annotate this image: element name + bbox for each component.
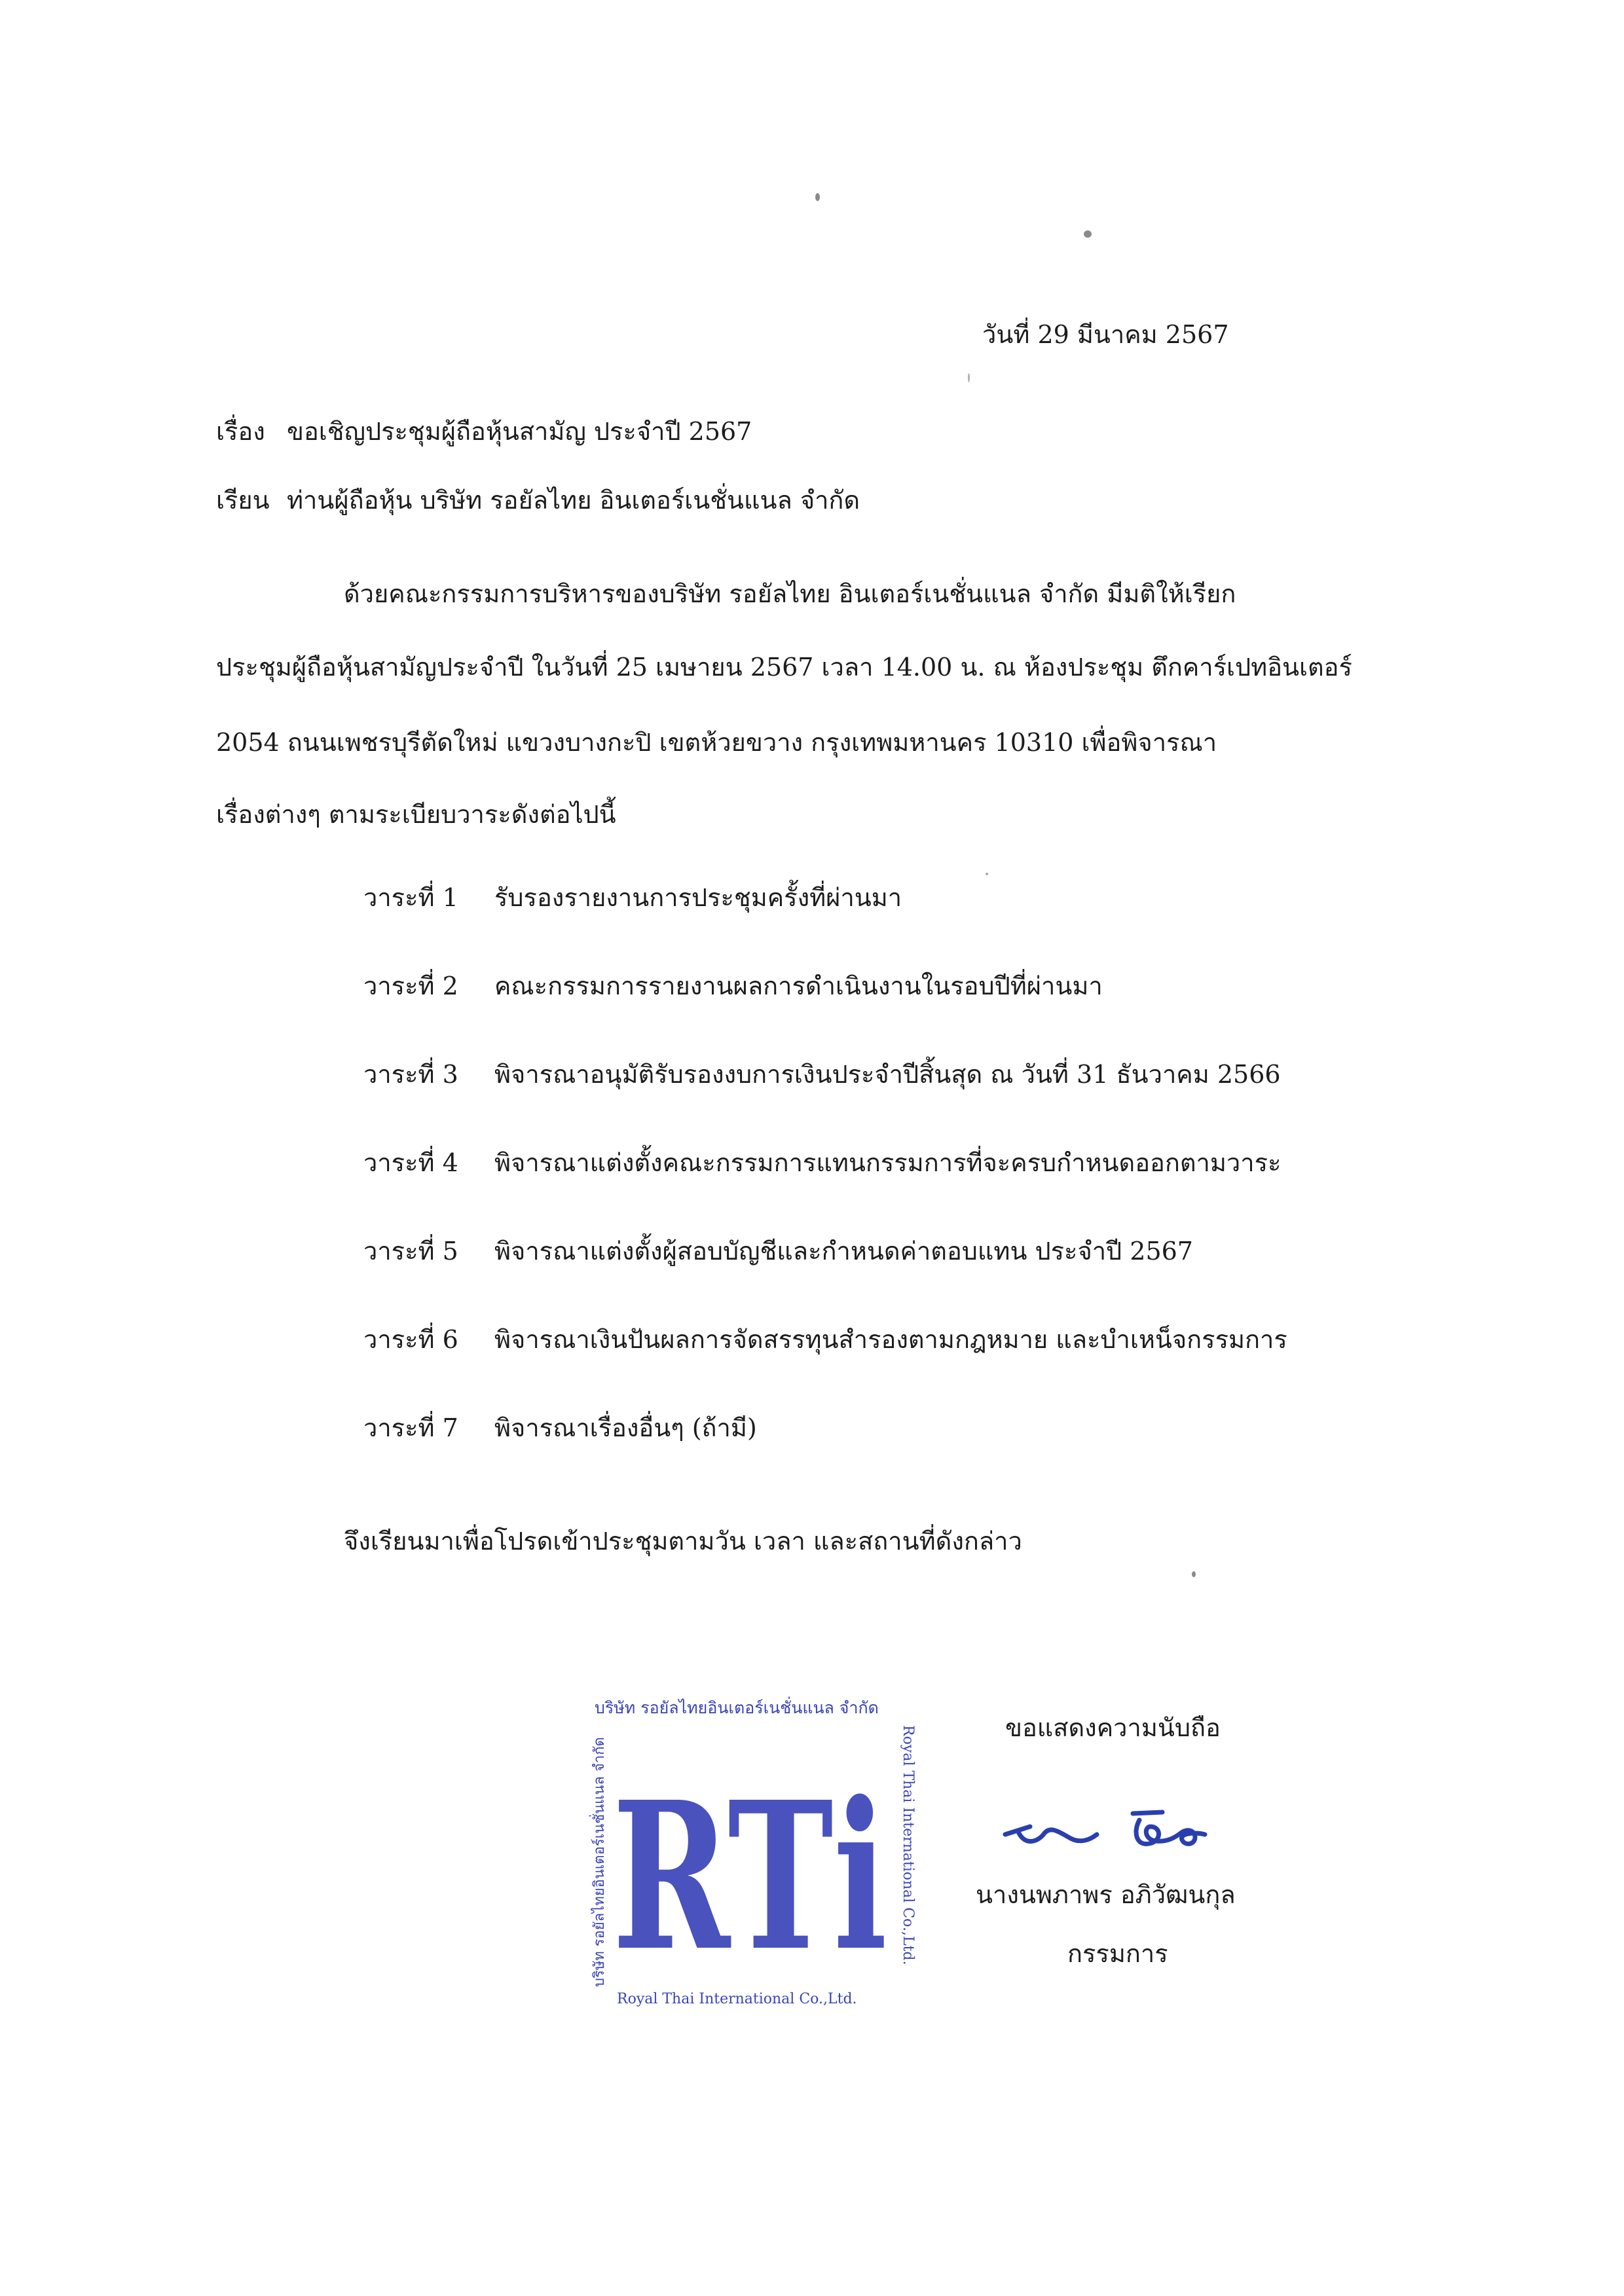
body-line-4: เรื่องต่างๆ ตามระเบียบวาระดังต่อไปนี้ xyxy=(216,800,616,829)
agenda-item xyxy=(363,1054,1281,1094)
recipient-text: ท่านผู้ถือหุ้น บริษัท รอยัลไทย อินเตอร์เนชั่นแนล จำกัด xyxy=(287,486,860,515)
agenda-text: รับรองรายงานการประชุมครั้งที่ผ่านมา xyxy=(494,883,902,912)
agenda-item xyxy=(363,877,902,917)
agenda-item xyxy=(363,1319,1287,1359)
stamp-left-text: บริษัท รอยัลไทยอินเตอร์เนชั่นแนล จำกัด xyxy=(591,1737,608,1987)
handwritten-signature xyxy=(999,1794,1215,1872)
scan-speck xyxy=(1192,1571,1196,1577)
agenda-number: วาระที่ 2 xyxy=(363,972,458,1000)
scan-speck xyxy=(1084,230,1092,238)
stamp-right-text: Royal Thai International Co.,Ltd. xyxy=(900,1725,916,1965)
agenda-number: วาระที่ 5 xyxy=(363,1237,458,1266)
stamp-bottom-text: Royal Thai International Co.,Ltd. xyxy=(617,1991,857,2007)
subject-label: เรื่อง xyxy=(216,417,265,446)
agenda-text: พิจารณาอนุมัติรับรองงบการเงินประจำปีสิ้นสุด ณ วันที่ 31 ธันวาคม 2566 xyxy=(494,1060,1281,1089)
agenda-item xyxy=(363,1142,1281,1182)
scan-speck xyxy=(815,193,820,201)
agenda-text: คณะกรรมการรายงานผลการดำเนินงานในรอบปีที่ผ่านมา xyxy=(494,972,1103,1000)
agenda-text: พิจารณาแต่งตั้งผู้สอบบัญชีและกำหนดค่าตอบแทน ประจำปี 2567 xyxy=(494,1237,1193,1266)
agenda-number: วาระที่ 3 xyxy=(363,1060,458,1089)
agenda-number: วาระที่ 6 xyxy=(363,1325,458,1354)
agenda-number: วาระที่ 7 xyxy=(363,1413,458,1442)
body-line-3: 2054 ถนนเพชรบุรีตัดใหม่ แขวงบางกะปิ เขตห้วยขวาง กรุงเทพมหานคร 10310 เพื่อพิจารณา xyxy=(216,728,1217,757)
agenda-text: พิจารณาเรื่องอื่นๆ (ถ้ามี) xyxy=(494,1413,757,1442)
agenda-number: วาระที่ 4 xyxy=(363,1148,458,1177)
agenda-text: พิจารณาแต่งตั้งคณะกรรมการแทนกรรมการที่จะครบกำหนดออกตามวาระ xyxy=(494,1148,1282,1177)
signer-name: นางนพภาพร อภิวัฒนกุล xyxy=(976,1880,1236,1909)
recipient-line xyxy=(216,488,860,513)
body-line-2: ประชุมผู้ถือหุ้นสามัญประจำปี ในวันที่ 25 เมษายน 2567 เวลา 14.00 น. ณ ห้องประชุม ตึกคาร์เปทอินเตอร์ xyxy=(216,653,1352,682)
signer-position: กรรมการ xyxy=(1067,1939,1168,1968)
regards-text: ขอแสดงความนับถือ xyxy=(1005,1713,1221,1742)
agenda-item xyxy=(363,1231,1193,1271)
stamp-logo: RTi xyxy=(612,1758,887,1996)
subject-line xyxy=(216,419,752,444)
agenda-item xyxy=(363,1408,757,1448)
scan-speck xyxy=(986,873,988,875)
subject-text: ขอเชิญประชุมผู้ถือหุ้นสามัญ ประจำปี 2567 xyxy=(287,417,752,446)
closing-text: จึงเรียนมาเพื่อโปรดเข้าประชุมตามวัน เวลา และสถานที่ดังกล่าว xyxy=(344,1527,1022,1556)
agenda-text: พิจารณาเงินปันผลการจัดสรรทุนสำรองตามกฎหมาย และบำเหน็จกรรมการ xyxy=(494,1325,1287,1354)
company-stamp xyxy=(570,1679,930,2013)
stamp-top-text: บริษัท รอยัลไทยอินเตอร์เนชั่นแนล จำกัด xyxy=(595,1698,879,1717)
agenda-number: วาระที่ 1 xyxy=(363,883,458,912)
scan-speck xyxy=(968,373,970,382)
letter-date: วันที่ 29 มีนาคม 2567 xyxy=(982,320,1229,349)
agenda-item xyxy=(363,966,1103,1006)
recipient-label: เรียน xyxy=(216,486,270,515)
body-line-1: ด้วยคณะกรรมการบริหารของบริษัท รอยัลไทย อินเตอร์เนชั่นแนล จำกัด มีมติให้เรียก xyxy=(344,579,1236,608)
